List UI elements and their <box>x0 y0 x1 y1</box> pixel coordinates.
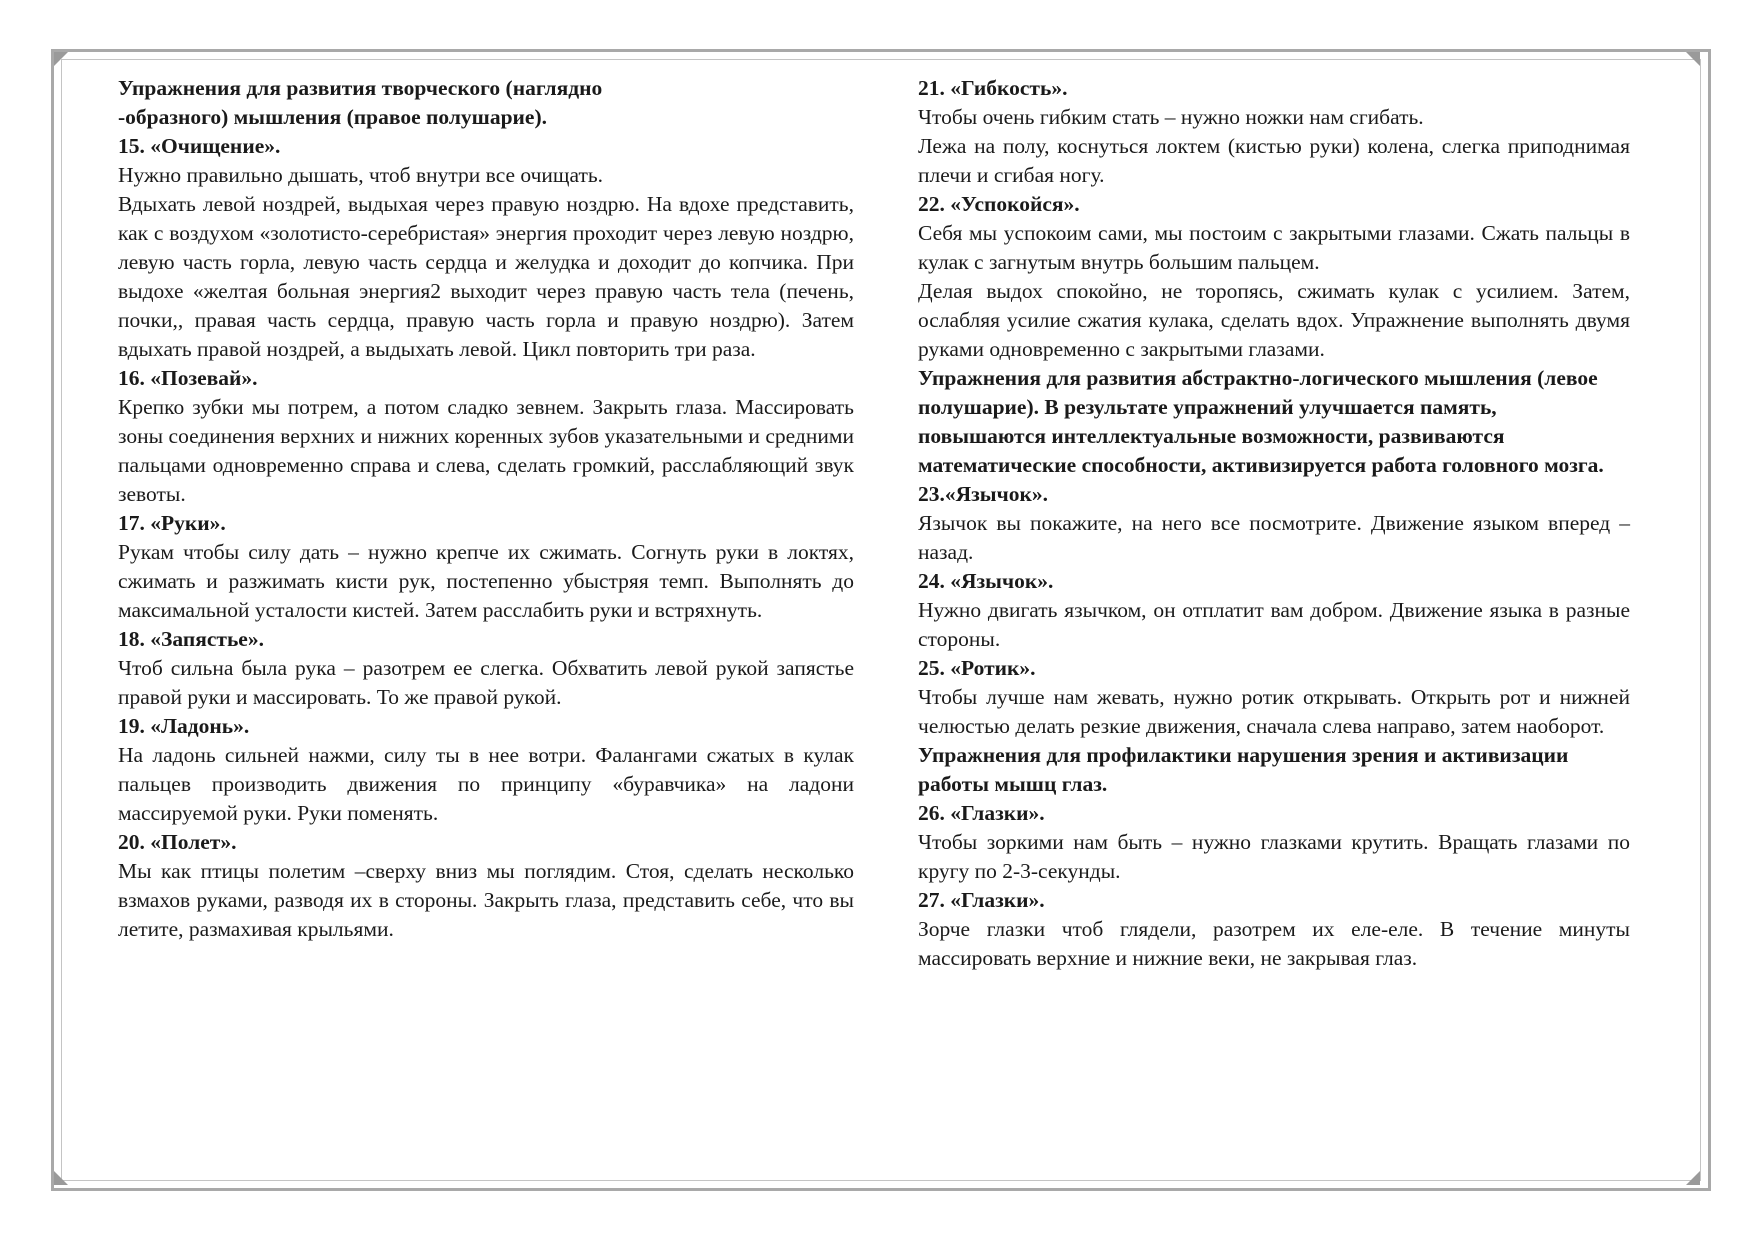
exercise-description: Делая выдох спокойно, не торопясь, сжимать кулак с усилием. Затем, ослабляя усилие сжатия кулака, сделать вдох. Упражнение выполнять двумя руками одновременно с закрытыми глазами. <box>918 279 1630 361</box>
exercise-description: Зорче глазки чтоб глядели, разотрем их еле-еле. В течение минуты массировать верхние и нижние веки, не закрывая глаз. <box>918 917 1630 970</box>
right-column <box>918 74 1630 973</box>
exercise-title: 21. «Гибкость». <box>918 76 1068 100</box>
exercise-title: 23.«Язычок». <box>918 482 1048 506</box>
exercise-description: Лежа на полу, коснуться локтем (кистью руки) колена, слегка приподнимая плечи и сгибая ногу. <box>918 134 1630 187</box>
exercise-description: Чтоб сильна была рука – разотрем ее слегка. Обхватить левой рукой запястье правой руки и массировать. То же правой рукой. <box>118 656 854 709</box>
corner-ornament <box>54 52 68 66</box>
corner-ornament <box>1686 1171 1700 1185</box>
exercise-description: Себя мы успокоим сами, мы постоим с закрытыми глазами. Сжать пальцы в кулак с загнутым внутрь большим пальцем. <box>918 221 1630 274</box>
corner-ornament <box>1686 52 1700 66</box>
exercise-description: Нужно двигать язычком, он отплатит вам добром. Движение языка в разные стороны. <box>918 598 1630 651</box>
exercise-description: Рукам чтобы силу дать – нужно крепче их сжимать. Согнуть руки в локтях, сжимать и разжимать кисти рук, постепенно убыстряя темп. Выполнять до максимальной усталости кистей. Затем расслабить руки и встряхнуть. <box>118 540 854 622</box>
exercise-description: Чтобы зоркими нам быть – нужно глазками крутить. Вращать глазами по кругу по 2-3-секунды. <box>918 830 1630 883</box>
exercise-description: Язычок вы покажите, на него все посмотрите. Движение языком вперед – назад. <box>918 511 1630 564</box>
exercise-title: 20. «Полет». <box>118 830 237 854</box>
left-column <box>118 74 854 944</box>
section-heading: Упражнения для развития абстрактно-логического мышления (левое полушарие). В результате упражнений улучшается память, повышаются интеллектуальные возможности, развиваются математические способности, активизируется работа головного мозга. <box>918 366 1604 477</box>
exercise-title: 16. «Позевай». <box>118 366 258 390</box>
exercise-rhyme: Нужно правильно дышать, чтоб внутри все очищать. <box>118 163 604 187</box>
exercise-description: Крепко зубки мы потрем, а потом сладко зевнем. Закрыть глаза. Массировать зоны соединения верхних и нижних коренных зубов указательными и средними пальцами одновременно справа и слева, сделать громкий, расслабляющий звук зевоты. <box>118 395 854 506</box>
exercise-description: На ладонь сильней нажми, силу ты в нее вотри. Фалангами сжатых в кулак пальцев производить движения по принципу «буравчика» на ладони массируемой руки. Руки поменять. <box>118 743 854 825</box>
exercise-description: Вдыхать левой ноздрей, выдыхая через правую ноздрю. На вдохе представить, как с воздухом «золотисто-серебристая» энергия проходит через левую ноздрю, левую часть горла, левую часть сердца и желудка и доходит до копчика. При выдохе «желтая больная энергия2 выходит через правую часть тела (печень, почки,, правая часть сердца, правую часть горла и правую ноздрю). Затем вдыхать правой ноздрей, а выдыхать левой. Цикл повторить три раза. <box>118 192 854 361</box>
exercise-title: 18. «Запястье». <box>118 627 264 651</box>
exercise-description: Чтобы лучше нам жевать, нужно ротик открывать. Открыть рот и нижней челюстью делать резкие движения, сначала слева направо, затем наоборот. <box>918 685 1630 738</box>
exercise-title: 27. «Глазки». <box>918 888 1045 912</box>
exercise-title: 17. «Руки». <box>118 511 226 535</box>
corner-ornament <box>54 1171 68 1185</box>
exercise-title: 22. «Успокойся». <box>918 192 1080 216</box>
exercise-rhyme: Чтобы очень гибким стать – нужно ножки нам сгибать. <box>918 105 1424 129</box>
exercise-title: 25. «Ротик». <box>918 656 1036 680</box>
exercise-title: 19. «Ладонь». <box>118 714 250 738</box>
section-heading: Упражнения для развития творческого (наглядно <box>118 76 603 100</box>
exercise-title: 15. «Очищение». <box>118 134 281 158</box>
exercise-title: 26. «Глазки». <box>918 801 1045 825</box>
section-heading: Упражнения для профилактики нарушения зрения и активизации работы мышц глаз. <box>918 743 1569 796</box>
exercise-title: 24. «Язычок». <box>918 569 1054 593</box>
section-heading: -образного) мышления (правое полушарие). <box>118 105 548 129</box>
exercise-description: Мы как птицы полетим –сверху вниз мы поглядим. Стоя, сделать несколько взмахов руками, разводя их в стороны. Закрыть глаза, представить себе, что вы летите, размахивая крыльями. <box>118 859 854 941</box>
